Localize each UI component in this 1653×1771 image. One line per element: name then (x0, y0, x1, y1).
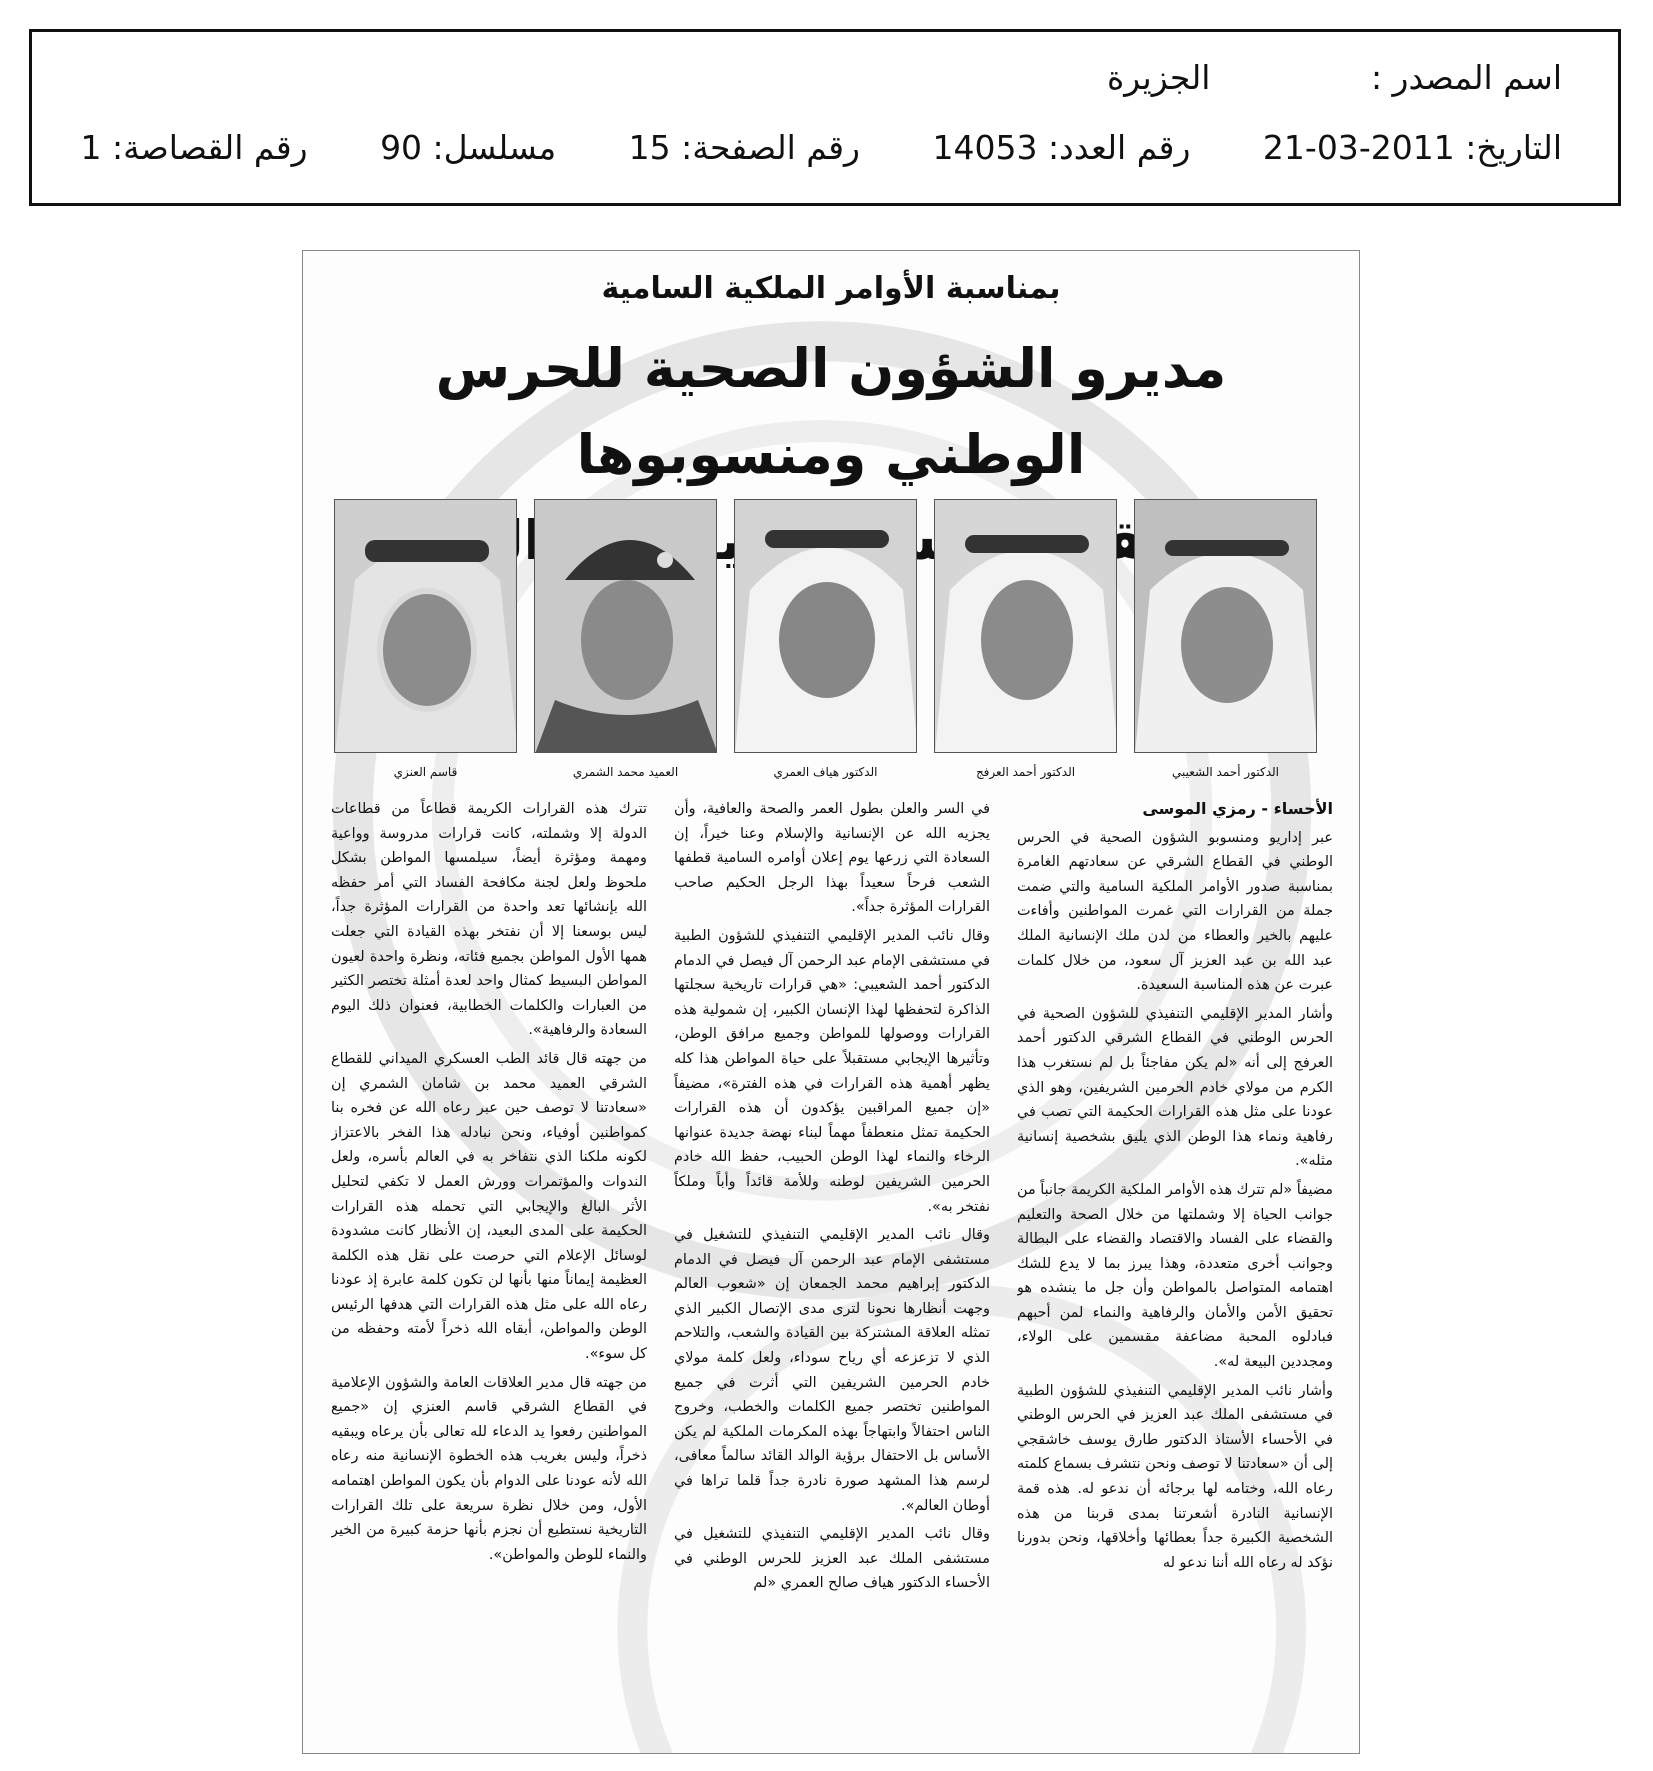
byline: الأحساء - رمزي الموسى (1142, 799, 1333, 818)
paragraph: عبر إداريو ومنسوبو الشؤون الصحية في الحرس الوطني في القطاع الشرقي عن سعادتهم الغامرة بمناسبة صدور الأوامر الملكية السامية والتي ضمت جملة من القرارات التي غمرت المواطنين وأفاءت عليهم بالخير والعطاء من لدن ملك الإنسانية الملك عبد الله بن عبد العزيز آل سعود، من خلال كلمات عبرت عن هذه المناسبة السعيدة. (1017, 829, 1333, 994)
paragraph: وأشار المدير الإقليمي التنفيذي للشؤون الصحية في الحرس الوطني في القطاع الشرقي الدكتور أحمد العرفج إلى أنه «لم يكن مفاجئاً بل لم نستغرب هذا الكرم من مولاي خادم الحرمين الشريفين، وهو الذي عودنا على مثل هذه القرارات الحكيمة التي تصب في رفاهية ونماء هذا الوطن الذي يليق بشخصية إنسانية مثله». (1017, 1005, 1333, 1170)
source-row (1107, 58, 1562, 97)
paragraph: وأشار نائب المدير الإقليمي التنفيذي للشؤون الطبية في مستشفى الملك عبد العزيز في الحرس الوطني في الأحساء الأستاذ الدكتور طارق يوسف خاشقجي إلى أن «سعادتنا لا توصف ونحن نتشرف بسماع كلمته رعاه الله، وختامه لها برجائه أن ندعو له. هذه قمة الإنسانية النادرة أشعرتنا بمدى قربنا من هذه الشخصية الكبيرة جداً بعطائها وأخلاقها، ونحن بدورنا نؤكد له رعاه الله أننا ندعو له (1017, 1382, 1333, 1571)
paragraph: وقال نائب المدير الإقليمي التنفيذي للتشغيل في مستشفى الإمام عبد الرحمن آل فيصل في الدمام الدكتور إبراهيم محمد الجمعان إن «شعوب العالم وجهت أنظارها نحونا لترى مدى الإتصال الكبير الذي تمثله العلاقة المشتركة بين القيادة والشعب، والتلاحم الذي لا تزعزعه أي رياح سوداء، ولعل كلمة مولاي خادم الحرمين الشريفين التي أثرت في جميع المواطنين تختصر جميع الكلمات والخطب، وخروج الناس احتفالاً وابتهاجاً بهذه المكرمات الملكية لم يكن الأساس بل الاحتفال برؤية الوالد القائد سالماً معافى، لرسم هذا المشهد صورة نادرة جداً قلما تراها في أوطان العالم». (674, 1227, 990, 1514)
article-column-3 (331, 797, 647, 1737)
clip-metadata-box (29, 29, 1621, 206)
page-field: رقم الصفحة: 15 (628, 128, 860, 167)
newspaper-clipping (302, 250, 1360, 1754)
headline-line-1: مديرو الشؤون الصحية للحرس الوطني ومنسوبوها (435, 337, 1227, 486)
paragraph: وقال نائب المدير الإقليمي التنفيذي للشؤون الطبية في مستشفى الإمام عبد الرحمن آل فيصل في الدمام الدكتور أحمد الشعيبي: «هي قرارات تاريخية سجلتها الذاكرة لتحفظها لهذا الإنسان الكبير، إن شمولية هذه القرارات ووصولها للمواطن وجميع مرافق الوطن، وتأثيرها الإيجابي مستقبلاً على حياة المواطن هذا كله يظهر أهمية هذه القرارات في هذه الفترة»، مضيفاً «إن جميع المراقبين يؤكدون أن هذه القرارات الحكيمة تمثل منعطفاً مهماً لبناء نهضة جديدة عنوانها الرخاء والنماء لهذا الوطن الحبيب، حفظ الله خادم الحرمين الشريفين لوطنه وللأمة قائداً وأباً وملكاً نفتخر به». (674, 927, 990, 1215)
portrait-ahmed-alarfaj (934, 499, 1117, 753)
article-body (331, 797, 1333, 1737)
caption-hayaf-alamri: الدكتور هياف العمري (773, 765, 878, 779)
paragraph: وقال نائب المدير الإقليمي التنفيذي للتشغيل في مستشفى الملك عبد العزيز للحرس الوطني في الأحساء الدكتور هياف صالح العمري «لم (674, 1526, 990, 1592)
paragraph: مضيفاً «لم تترك هذه الأوامر الملكية الكريمة جانباً من جوانب الحياة إلا وشملتها من خلال الصحة والتعليم والقضاء على الفساد والاقتصاد والقضاء على البطالة وجوانب أخرى متعددة، وهذا يبرز بما لا يدع للشك اهتمامه المتواصل بالمواطن وأن جل ما ينشده هو تحقيق الأمن والأمان والرفاهية والنماء لمن أحبهم فبادلوه المحبة مضاعفة مقسمين على الولاء، ومجددين البيعة له». (1017, 1181, 1333, 1371)
caption-ahmed-alshuaibi: الدكتور أحمد الشعيبي (1172, 765, 1279, 779)
paragraph: تترك هذه القرارات الكريمة قطاعاً من قطاعات الدولة إلا وشملته، كانت قرارات مدروسة وواعية ومهمة ومؤثرة أيضاً، سيلمسها المواطن بشكل ملحوظ ولعل لجنة مكافحة الفساد التي أمر حفظه الله بإنشائها تعد واحدة من القرارات المؤثرة جداً، ليس بوسعنا إلا أن نفتخر بهذه القيادة التي جعلت همها الأول المواطن بجميع فئاته، ونظرة واحدة لعيون المواطن البسيط كمثال واحد لعدة أمثلة تختصر الكثير من العبارات والكلمات الخطابية، فعنوان ذلك اليوم السعادة والرفاهية». (331, 801, 647, 1039)
source-label: اسم المصدر : (1370, 58, 1562, 97)
article-column-1 (1017, 797, 1333, 1737)
serial-field: مسلسل: 90 (380, 128, 557, 167)
source-value: الجزيرة (1107, 58, 1211, 97)
portrait-hayaf-alamri (734, 499, 917, 753)
paragraph: من جهته قال مدير العلاقات العامة والشؤون الإعلامية في القطاع الشرقي قاسم العنزي إن «جميع المواطنين رفعوا يد الدعاء لله تعالى بأن يرعاه ويبقيه ذخراً، وليس بغريب هذه الخطوة الإنسانية منه رعاه الله لأنه عودنا على الدوام بأن يكون المواطن اهتمامه الأول، ومن خلال نظرة سريعة على تلك القرارات التاريخية نستطيع أن نجزم بأنها حزمة كبيرة من الخير والنماء للوطن والمواطن». (331, 1374, 647, 1563)
details-row (80, 128, 1562, 167)
article-kicker: بمناسبة الأوامر الملكية السامية (601, 271, 1061, 306)
clip-number-field: رقم القصاصة: 1 (80, 128, 308, 167)
portrait-qasim-alanzi (334, 499, 517, 753)
caption-qasim-alanzi: قاسم العنزي (393, 765, 458, 779)
caption-mohammed-alshammari: العميد محمد الشمري (572, 765, 679, 779)
issue-field: رقم العدد: 14053 (932, 128, 1191, 167)
paragraph: في السر والعلن بطول العمر والصحة والعافية، وأن يجزيه الله عن الإنسانية والإسلام وعنا خيراً، إن السعادة التي زرعها يوم إعلان أوامره السامية قطفها الشعب فرحاً سعيداً بهذا الرجل الحكيم صاحب القرارات المؤثرة جداً». (674, 801, 990, 916)
portrait-ahmed-alshuaibi (1134, 499, 1317, 753)
date-field: التاريخ: 2011-03-21 (1262, 128, 1562, 167)
paragraph: من جهته قال قائد الطب العسكري الميداني للقطاع الشرقي العميد محمد بن شامان الشمري إن «سعادتنا لا توصف حين عبر رعاه الله عن فخره بنا كمواطنين أوفياء، ونحن نبادله هذا الفخر بالاعتزاز لكونه ملكنا الذي نتفاخر به في العالم بأسره، ولعل الندوات والمؤتمرات وورش العمل لا تكفي لتحليل الأثر البالغ والإيجابي التي تحمله هذه القرارات الحكيمة على المدى البعيد، إن الأنظار كانت مشدودة لوسائل الإعلام التي حرصت على نقل هذه الكلمة العظيمة إيماناً منها بأنها لن تكون كلمة عابرة إذ عودنا رعاه الله على مثل هذه القرارات التي هدفها الرئيس الوطن والمواطن، أبقاه الله ذخراً لأمته وحفظه من كل سوء». (331, 1050, 647, 1363)
portrait-row (334, 499, 1330, 755)
portrait-mohammed-alshammari (534, 499, 717, 753)
caption-ahmed-alarfaj: الدكتور أحمد العرفج (975, 765, 1076, 779)
article-column-2 (674, 797, 990, 1737)
